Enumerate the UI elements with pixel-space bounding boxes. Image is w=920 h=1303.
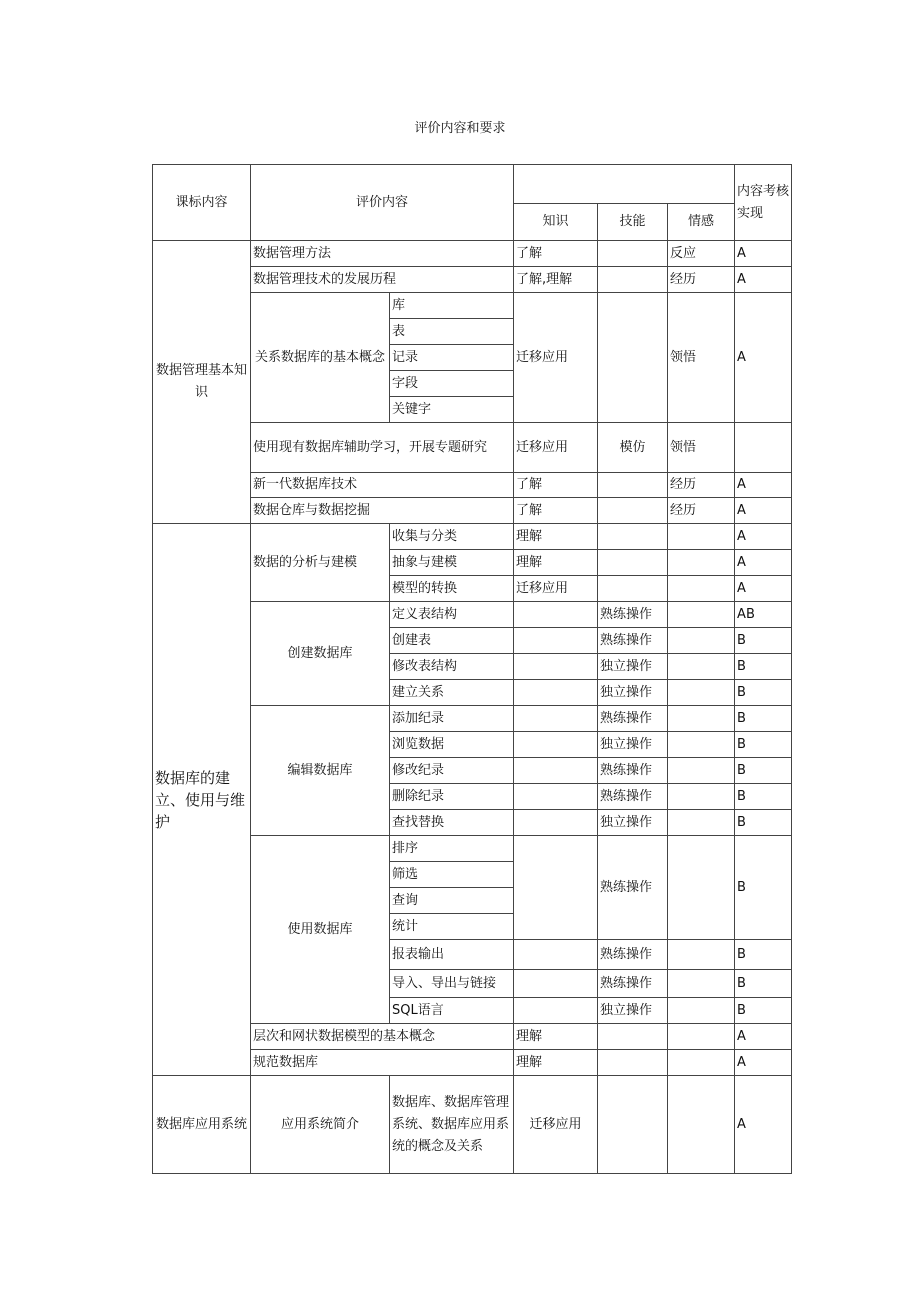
- content-cell: 规范数据库: [251, 1050, 514, 1076]
- table-row: [153, 241, 792, 267]
- skill-cell: 熟练操作: [598, 970, 668, 998]
- skill-cell: [598, 241, 668, 267]
- sub-item: 库: [390, 293, 514, 319]
- sub-item: SQL语言: [390, 998, 514, 1024]
- knowledge-cell: [514, 940, 598, 970]
- emotion-cell: 经历: [668, 473, 735, 498]
- content-cell: 应用系统简介: [251, 1076, 390, 1174]
- knowledge-cell: [514, 998, 598, 1024]
- skill-cell: [598, 576, 668, 602]
- sub-item: 添加纪录: [390, 706, 514, 732]
- skill-cell: [598, 550, 668, 576]
- emotion-cell: 反应: [668, 241, 735, 267]
- emotion-cell: [668, 576, 735, 602]
- assessment-cell: A: [735, 1076, 792, 1174]
- content-cell: 新一代数据库技术: [251, 473, 514, 498]
- skill-cell: 模仿: [598, 423, 668, 473]
- evaluation-table: [152, 164, 792, 1174]
- header-row: [153, 165, 792, 204]
- sub-item: 修改表结构: [390, 654, 514, 680]
- knowledge-cell: 了解: [514, 473, 598, 498]
- assessment-cell: A: [735, 473, 792, 498]
- knowledge-cell: [514, 784, 598, 810]
- assessment-cell: A: [735, 550, 792, 576]
- group-label: 数据库应用系统: [153, 1076, 251, 1174]
- content-cell: 数据管理技术的发展历程: [251, 267, 514, 293]
- knowledge-cell: 理解: [514, 524, 598, 550]
- sub-item: 建立关系: [390, 680, 514, 706]
- sub-item: 统计: [390, 914, 514, 940]
- content-cell: 关系数据库的基本概念: [251, 293, 390, 423]
- assessment-cell: B: [735, 758, 792, 784]
- emotion-cell: [668, 758, 735, 784]
- emotion-cell: [668, 970, 735, 998]
- content-cell: 数据的分析与建模: [251, 524, 390, 602]
- assessment-cell: B: [735, 706, 792, 732]
- table-row: [153, 1076, 792, 1174]
- skill-cell: [598, 473, 668, 498]
- content-cell: 使用数据库: [251, 836, 390, 1024]
- emotion-cell: 领悟: [668, 423, 735, 473]
- knowledge-cell: 迁移应用: [514, 293, 598, 423]
- emotion-cell: [668, 1050, 735, 1076]
- assessment-cell: B: [735, 628, 792, 654]
- sub-item: 删除纪录: [390, 784, 514, 810]
- emotion-cell: [668, 810, 735, 836]
- sub-item: 查询: [390, 888, 514, 914]
- header-emotion: 情感: [668, 204, 735, 241]
- sub-item: 字段: [390, 371, 514, 397]
- sub-item: 修改纪录: [390, 758, 514, 784]
- content-cell: 编辑数据库: [251, 706, 390, 836]
- assessment-cell: B: [735, 784, 792, 810]
- knowledge-cell: 理解: [514, 550, 598, 576]
- header-knowledge: 知识: [514, 204, 598, 241]
- knowledge-cell: [514, 602, 598, 628]
- assessment-cell: B: [735, 836, 792, 940]
- skill-cell: 熟练操作: [598, 784, 668, 810]
- sub-item: 收集与分类: [390, 524, 514, 550]
- knowledge-cell: 理解: [514, 1024, 598, 1050]
- emotion-cell: 经历: [668, 267, 735, 293]
- knowledge-cell: 迁移应用: [514, 1076, 598, 1174]
- knowledge-cell: [514, 706, 598, 732]
- skill-cell: [598, 267, 668, 293]
- assessment-cell: B: [735, 680, 792, 706]
- emotion-cell: 领悟: [668, 293, 735, 423]
- knowledge-cell: [514, 654, 598, 680]
- knowledge-cell: [514, 836, 598, 940]
- emotion-cell: [668, 732, 735, 758]
- skill-cell: 独立操作: [598, 998, 668, 1024]
- sub-item: 关键字: [390, 397, 514, 423]
- sub-item: 导入、导出与链接: [390, 970, 514, 998]
- sub-item: 模型的转换: [390, 576, 514, 602]
- skill-cell: 熟练操作: [598, 940, 668, 970]
- header-curriculum: 课标内容: [153, 165, 251, 241]
- knowledge-cell: [514, 810, 598, 836]
- skill-cell: 熟练操作: [598, 758, 668, 784]
- sub-item: 浏览数据: [390, 732, 514, 758]
- sub-item: 定义表结构: [390, 602, 514, 628]
- assessment-cell: B: [735, 732, 792, 758]
- skill-cell: 熟练操作: [598, 602, 668, 628]
- assessment-cell: B: [735, 810, 792, 836]
- emotion-cell: [668, 836, 735, 940]
- group-label: 数据管理基本知识: [153, 241, 251, 524]
- sub-item: 记录: [390, 345, 514, 371]
- skill-cell: [598, 1024, 668, 1050]
- sub-item: 排序: [390, 836, 514, 862]
- content-cell: 创建数据库: [251, 602, 390, 706]
- emotion-cell: [668, 1076, 735, 1174]
- emotion-cell: [668, 680, 735, 706]
- assessment-cell: B: [735, 654, 792, 680]
- emotion-cell: [668, 628, 735, 654]
- emotion-cell: [668, 940, 735, 970]
- skill-cell: [598, 498, 668, 524]
- knowledge-cell: [514, 628, 598, 654]
- sub-item: 数据库、数据库管理系统、数据库应用系统的概念及关系: [390, 1076, 514, 1174]
- assessment-cell: AB: [735, 602, 792, 628]
- assessment-cell: B: [735, 940, 792, 970]
- knowledge-cell: 迁移应用: [514, 576, 598, 602]
- header-skill: 技能: [598, 204, 668, 241]
- knowledge-cell: [514, 732, 598, 758]
- emotion-cell: [668, 706, 735, 732]
- content-cell: 层次和网状数据模型的基本概念: [251, 1024, 514, 1050]
- assessment-cell: A: [735, 524, 792, 550]
- skill-cell: 熟练操作: [598, 628, 668, 654]
- table-row: [153, 524, 792, 550]
- skill-cell: 熟练操作: [598, 836, 668, 940]
- knowledge-cell: [514, 680, 598, 706]
- skill-cell: [598, 293, 668, 423]
- content-cell: 使用现有数据库辅助学习，开展专题研究: [251, 423, 514, 473]
- assessment-cell: A: [735, 267, 792, 293]
- knowledge-cell: 了解: [514, 241, 598, 267]
- sub-item: 筛选: [390, 862, 514, 888]
- header-blank: [514, 165, 735, 204]
- sub-item: 查找替换: [390, 810, 514, 836]
- knowledge-cell: 理解: [514, 1050, 598, 1076]
- emotion-cell: [668, 998, 735, 1024]
- emotion-cell: [668, 654, 735, 680]
- assessment-cell: A: [735, 498, 792, 524]
- content-cell: 数据管理方法: [251, 241, 514, 267]
- knowledge-cell: 迁移应用: [514, 423, 598, 473]
- header-content: 评价内容: [251, 165, 514, 241]
- emotion-cell: 经历: [668, 498, 735, 524]
- emotion-cell: [668, 1024, 735, 1050]
- sub-item: 报表输出: [390, 940, 514, 970]
- assessment-cell: B: [735, 970, 792, 998]
- sub-item: 表: [390, 319, 514, 345]
- knowledge-cell: [514, 970, 598, 998]
- emotion-cell: [668, 602, 735, 628]
- assessment-cell: A: [735, 1050, 792, 1076]
- knowledge-cell: 了解,理解: [514, 267, 598, 293]
- emotion-cell: [668, 550, 735, 576]
- group-label: 数据库的建立、使用与维护: [153, 524, 251, 1076]
- skill-cell: 独立操作: [598, 680, 668, 706]
- sub-item: 抽象与建模: [390, 550, 514, 576]
- knowledge-cell: 了解: [514, 498, 598, 524]
- page-title: 评价内容和要求: [414, 121, 506, 136]
- emotion-cell: [668, 524, 735, 550]
- content-cell: 数据仓库与数据挖掘: [251, 498, 514, 524]
- assessment-cell: A: [735, 1024, 792, 1050]
- skill-cell: 独立操作: [598, 732, 668, 758]
- skill-cell: [598, 1076, 668, 1174]
- skill-cell: 独立操作: [598, 810, 668, 836]
- assessment-cell: A: [735, 576, 792, 602]
- sub-item: 创建表: [390, 628, 514, 654]
- skill-cell: [598, 1050, 668, 1076]
- assessment-cell: [735, 423, 792, 473]
- skill-cell: [598, 524, 668, 550]
- skill-cell: 独立操作: [598, 654, 668, 680]
- assessment-cell: A: [735, 293, 792, 423]
- emotion-cell: [668, 784, 735, 810]
- assessment-cell: A: [735, 241, 792, 267]
- assessment-cell: B: [735, 998, 792, 1024]
- knowledge-cell: [514, 758, 598, 784]
- header-assessment: 内容考核实现: [735, 165, 792, 241]
- skill-cell: 熟练操作: [598, 706, 668, 732]
